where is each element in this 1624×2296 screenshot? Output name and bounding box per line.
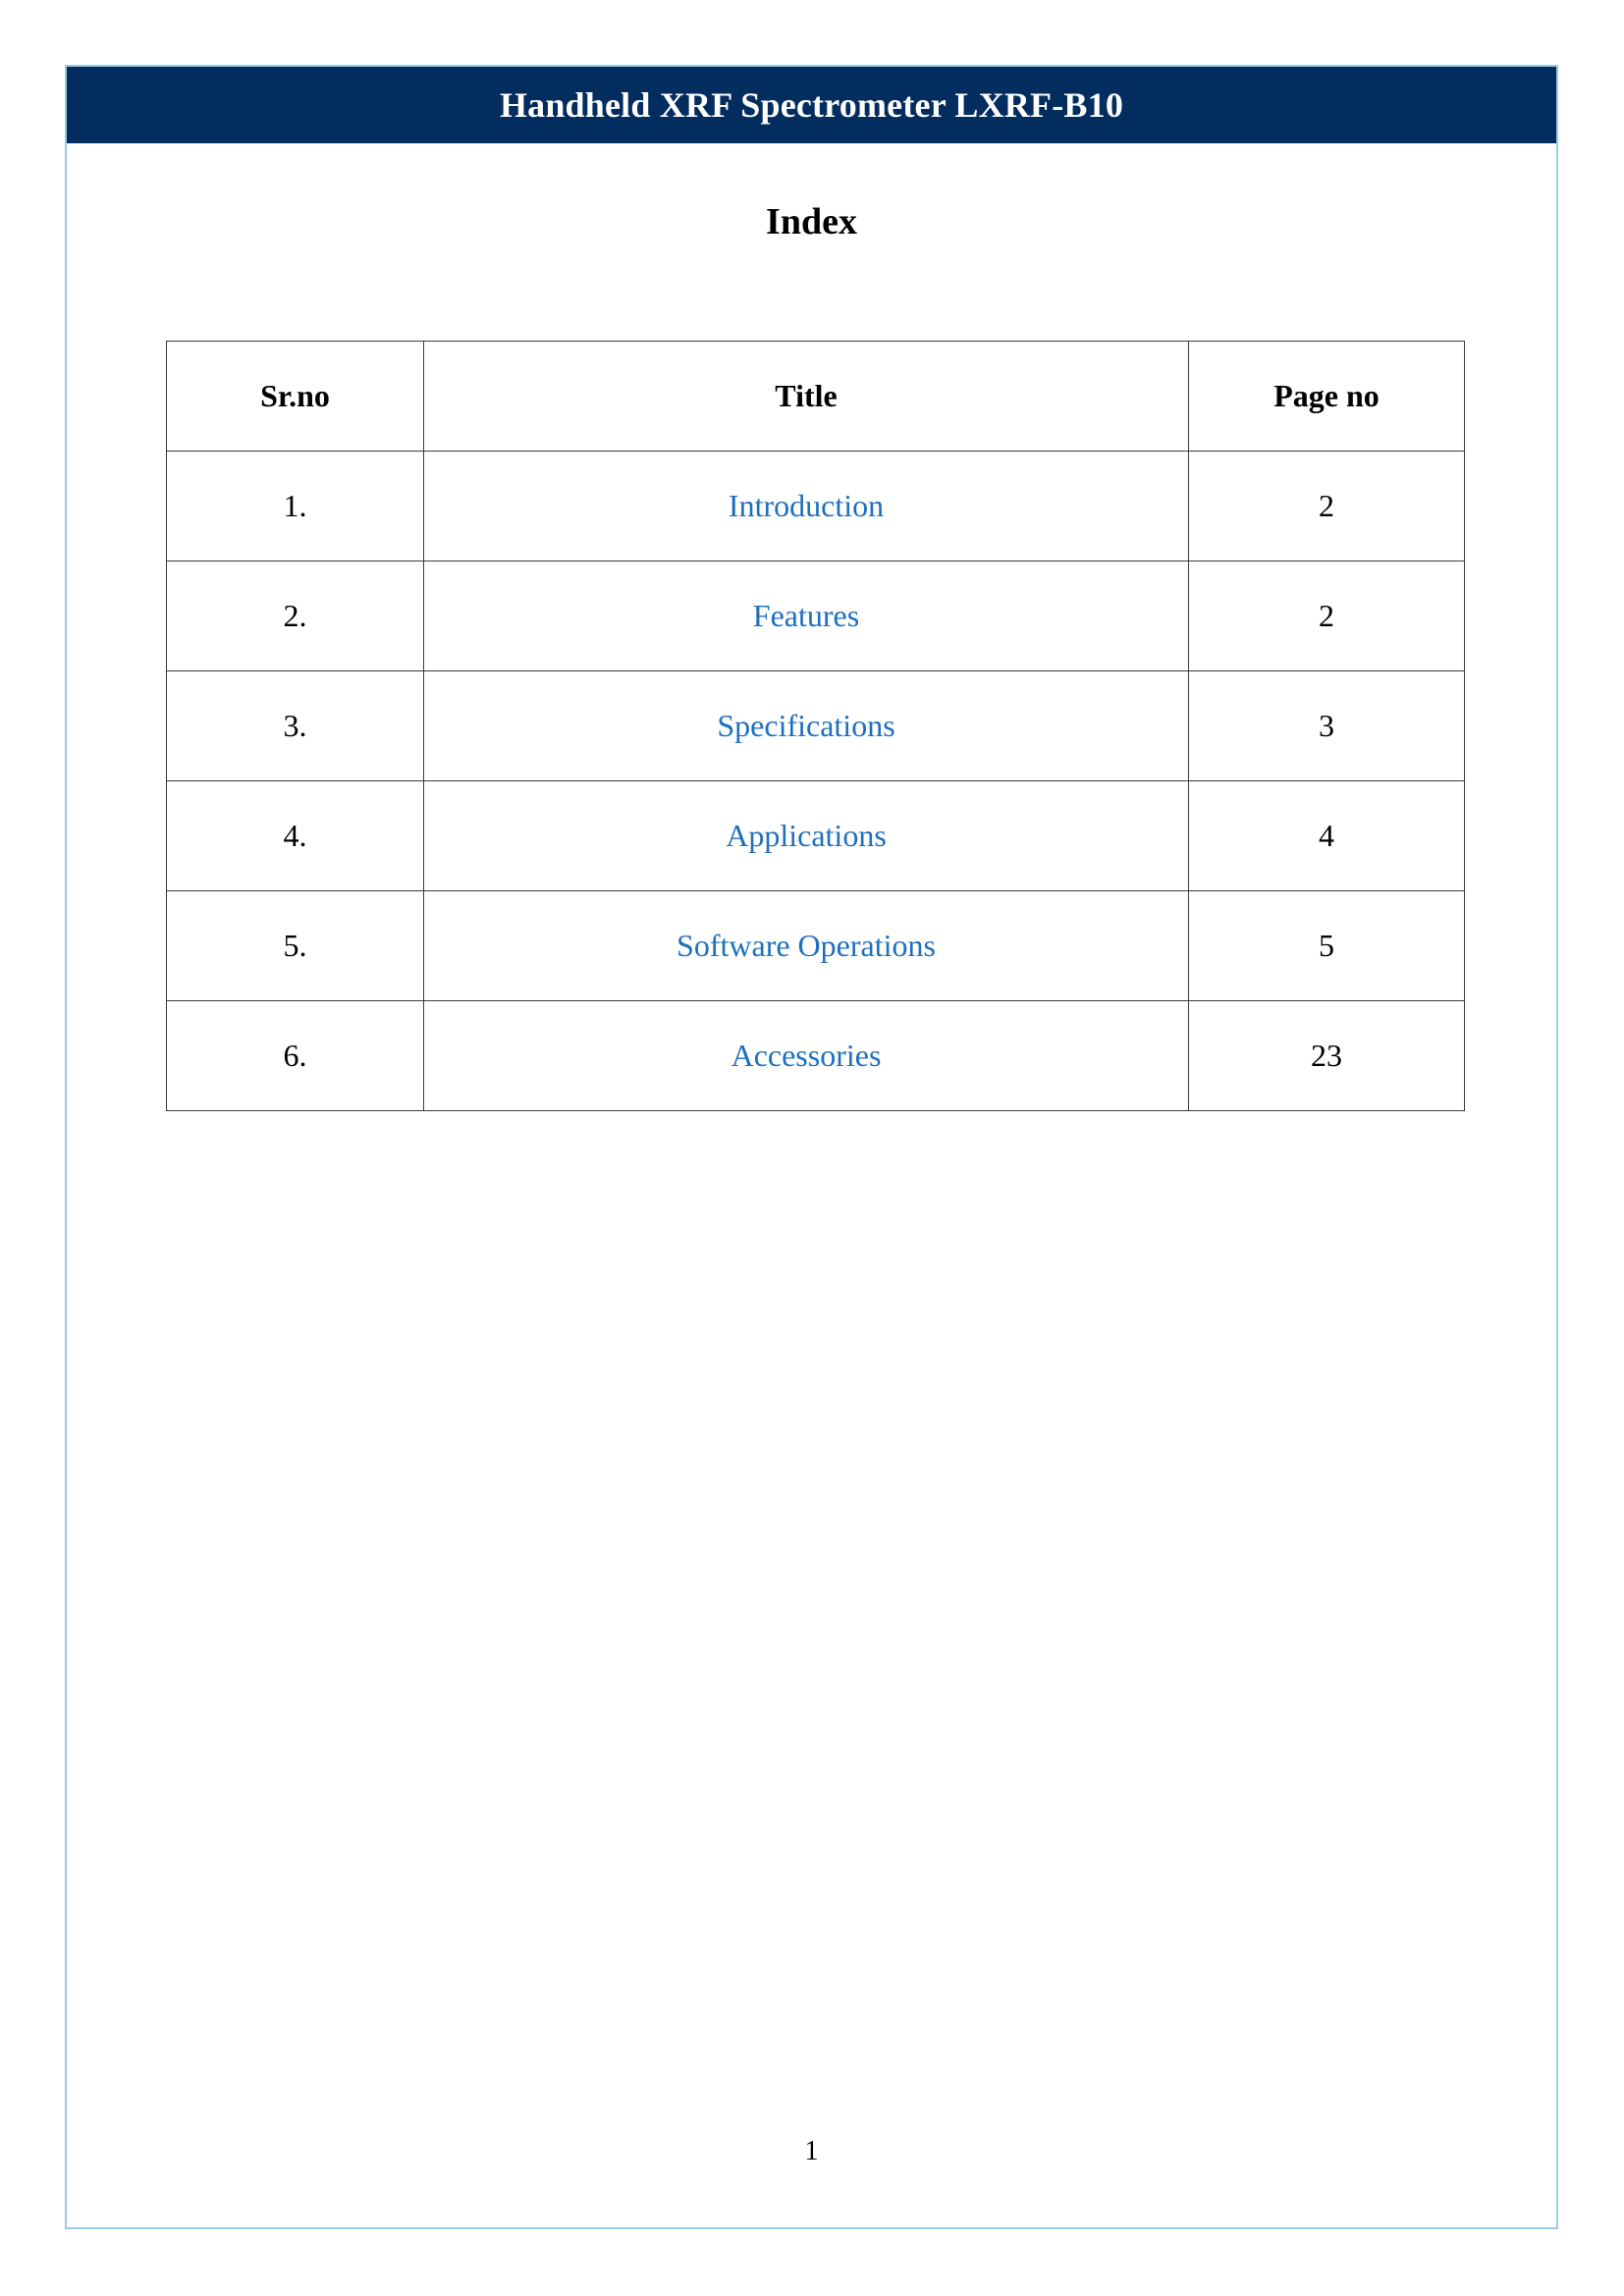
sr-no-cell: 6. (167, 1001, 424, 1111)
table-row (167, 452, 1465, 561)
toc-link-software-operations[interactable]: Software Operations (677, 928, 936, 963)
sr-no-cell: 2. (167, 561, 424, 671)
table-row (167, 561, 1465, 671)
page-no-cell: 4 (1189, 781, 1465, 891)
title-cell (424, 891, 1189, 1001)
sr-no-cell: 4. (167, 781, 424, 891)
table-row (167, 891, 1465, 1001)
title-cell (424, 452, 1189, 561)
page-no-cell: 5 (1189, 891, 1465, 1001)
sr-no-cell: 3. (167, 671, 424, 781)
column-header-sr-no: Sr.no (167, 342, 424, 452)
page-no-cell: 2 (1189, 452, 1465, 561)
toc-link-features[interactable]: Features (752, 598, 860, 633)
header-bar (67, 67, 1556, 143)
index-heading: Index (766, 201, 857, 242)
page-no-cell: 2 (1189, 561, 1465, 671)
sr-no-cell: 5. (167, 891, 424, 1001)
title-cell (424, 1001, 1189, 1111)
table-row (167, 671, 1465, 781)
page-number: 1 (804, 2136, 819, 2166)
index-table (166, 341, 1465, 1111)
column-header-page-no: Page no (1189, 342, 1465, 452)
page-no-cell: 23 (1189, 1001, 1465, 1111)
page-frame (65, 65, 1558, 2229)
page-no-cell: 3 (1189, 671, 1465, 781)
toc-link-introduction[interactable]: Introduction (728, 488, 885, 523)
document-title: Handheld XRF Spectrometer LXRF-B10 (499, 85, 1124, 125)
table-row (167, 1001, 1465, 1111)
table-row (167, 781, 1465, 891)
title-cell (424, 671, 1189, 781)
title-cell (424, 561, 1189, 671)
toc-link-accessories[interactable]: Accessories (731, 1038, 882, 1073)
column-header-title: Title (424, 342, 1189, 452)
title-cell (424, 781, 1189, 891)
toc-link-applications[interactable]: Applications (726, 818, 887, 853)
table-header-row (167, 342, 1465, 452)
toc-link-specifications[interactable]: Specifications (717, 708, 895, 743)
sr-no-cell: 1. (167, 452, 424, 561)
